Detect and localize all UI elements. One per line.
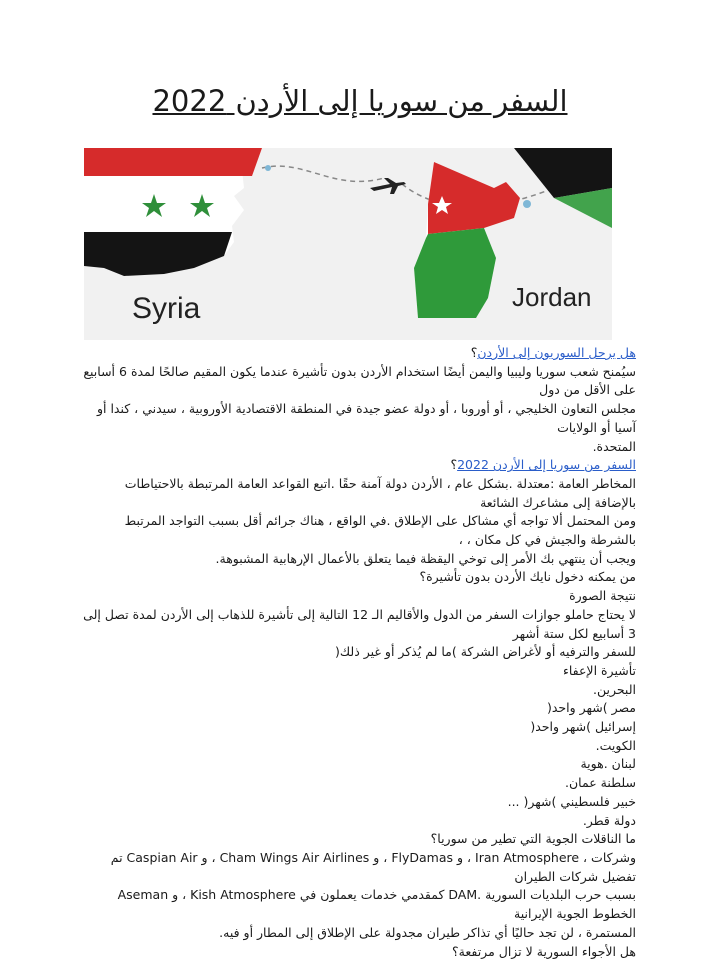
line: سيُمنح شعب سوريا وليبيا واليمن أيضًا استخدام الأردن بدون تأشيرة عندما يكون المقيم صالحًا لمدة 6 أسابيع على الأقل من دول	[80, 363, 636, 400]
line: من يمكنه دخول نايك الأردن بدون تأشيرة؟	[80, 568, 636, 587]
page-title: السفر من سوريا إلى الأردن 2022	[0, 84, 720, 118]
line: دولة قطر.	[80, 812, 636, 831]
line: مصر )شهر واحد(	[80, 699, 636, 718]
line: مجلس التعاون الخليجي ، أو أوروبا ، أو دولة عضو جيدة في المنطقة الاقتصادية الأوروبية ، سيدني ، كندا أو آسيا أو الولايات	[80, 400, 636, 437]
line: نتيجة الصورة	[80, 587, 636, 606]
line: هل الأجواء السورية لا تزال مرتفعة؟	[80, 943, 636, 961]
hero-jordan-label: Jordan	[512, 282, 592, 312]
line: إسرائيل )شهر واحد(	[80, 718, 636, 737]
line: وشركات ، Iran Atmosphere ، و FlyDamas ، و Cham Wings Air Airlines ، و Caspian Air تم تفضيل شركات الطيران	[80, 849, 636, 886]
hero-image	[84, 148, 612, 340]
line: المستمرة ، لن تجد حاليًا أي تذاكر طيران مجدولة على الإطلاق إلى المطار أو فيه.	[80, 924, 636, 943]
line: بسبب حرب البلديات السورية .DAM كمقدمي خدمات يعملون في Kish Atmosphere ، و Aseman الخطوط الجوية الإيرانية	[80, 886, 636, 923]
line: الكويت.	[80, 737, 636, 756]
hero-syria-label: Syria	[132, 292, 201, 325]
line: المخاطر العامة :معتدلة .بشكل عام ، الأردن دولة آمنة حقًا .اتبع القواعد العامة المرتبطة بالاحتياطات بالإضافة إلى مشاعرك الشائعة	[80, 475, 636, 512]
line: سلطنة عمان.	[80, 774, 636, 793]
article-body	[80, 344, 636, 961]
line[interactable]: السفر من سوريا إلى الأردن 2022؟	[80, 456, 636, 475]
line: للسفر والترفيه أو لأغراض الشركة )ما لم يُذكر أو غير ذلك(	[80, 643, 636, 662]
line[interactable]: هل يرحل السوريون إلى الأردن؟	[80, 344, 636, 363]
line: خبير فلسطيني )شهر( ...	[80, 793, 636, 812]
line: ويجب أن ينتهي بك الأمر إلى توخي اليقظة فيما يتعلق بالأعمال الإرهابية المشبوهة.	[80, 550, 636, 569]
link-text[interactable]: السفر من سوريا إلى الأردن 2022	[457, 457, 636, 472]
line: البحرين.	[80, 681, 636, 700]
line: ومن المحتمل ألا تواجه أي مشاكل على الإطلاق .في الواقع ، هناك جرائم أقل بسبب التواجد المرتبط بالشرطة والجيش في كل مكان ، ،	[80, 512, 636, 549]
line: المتحدة.	[80, 438, 636, 457]
line: لبنان .هوية	[80, 755, 636, 774]
link-text[interactable]: هل يرحل السوريون إلى الأردن	[477, 345, 636, 360]
line: تأشيرة الإعفاء	[80, 662, 636, 681]
line: ما الناقلات الجوية التي تطير من سوريا؟	[80, 830, 636, 849]
line: لا يحتاج حاملو جوازات السفر من الدول والأقاليم الـ 12 التالية إلى تأشيرة للذهاب إلى الأردن لمدة تصل إلى 3 أسابيع لكل ستة أشهر	[80, 606, 636, 643]
